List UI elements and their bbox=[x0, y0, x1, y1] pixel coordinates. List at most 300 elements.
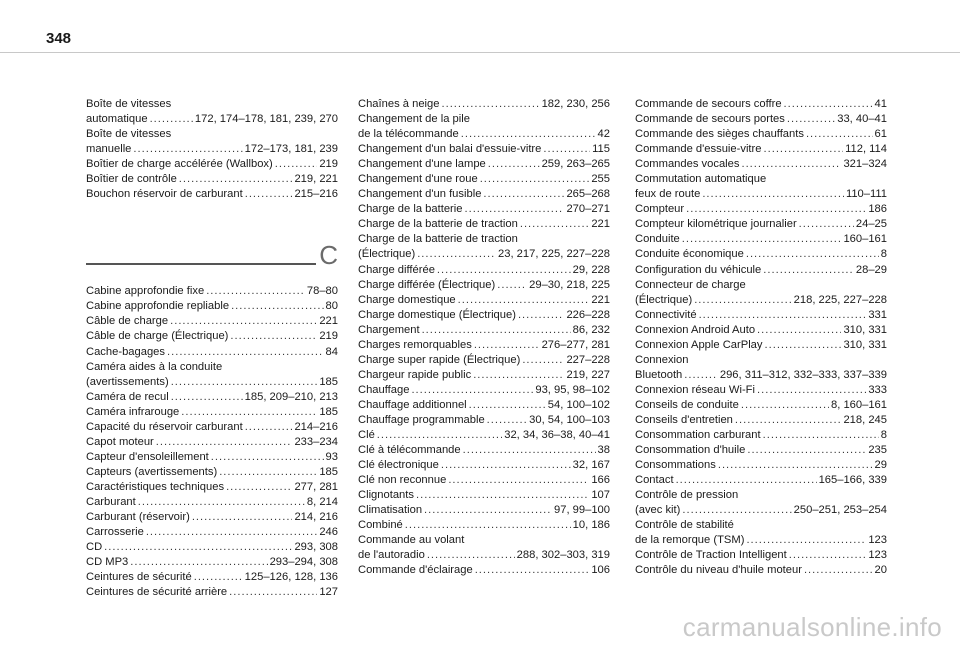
index-term: (Électrique) bbox=[358, 248, 416, 261]
dot-leader bbox=[448, 473, 589, 488]
index-pages: 221 bbox=[591, 218, 610, 231]
index-entry bbox=[358, 383, 610, 398]
index-entry bbox=[86, 375, 338, 390]
index-entry bbox=[358, 503, 610, 518]
index-pages: 293, 308 bbox=[294, 541, 338, 554]
dot-leader bbox=[497, 278, 527, 293]
index-entry bbox=[358, 398, 610, 413]
dot-leader bbox=[469, 398, 546, 413]
index-pages: 8, 160–161 bbox=[831, 398, 887, 411]
index-pages: 321–324 bbox=[843, 158, 887, 171]
index-pages: 172–173, 181, 239 bbox=[244, 143, 338, 156]
index-entry-heading: Charge de la batterie de traction bbox=[358, 233, 518, 246]
dot-leader bbox=[130, 555, 267, 570]
dot-leader bbox=[488, 157, 540, 172]
dot-leader bbox=[424, 503, 552, 518]
index-entry bbox=[635, 293, 887, 308]
index-entry bbox=[358, 278, 610, 293]
index-pages: 80 bbox=[325, 300, 338, 313]
index-term: Charge de la batterie de traction bbox=[358, 218, 518, 231]
index-entry bbox=[635, 458, 887, 473]
index-pages: 255 bbox=[591, 173, 610, 186]
index-term: Conseils de conduite bbox=[635, 398, 739, 411]
dot-leader bbox=[543, 142, 590, 157]
index-pages: 219 bbox=[319, 158, 338, 171]
index-entry bbox=[86, 435, 338, 450]
dot-leader bbox=[789, 548, 867, 563]
index-term: Climatisation bbox=[358, 504, 423, 517]
index-pages: 24–25 bbox=[855, 218, 887, 231]
dot-leader bbox=[746, 533, 866, 548]
dot-leader bbox=[757, 323, 841, 338]
dot-leader bbox=[765, 338, 842, 353]
index-entry bbox=[358, 338, 610, 353]
letter-divider bbox=[86, 263, 316, 265]
index-term: Capacité du réservoir carburant bbox=[86, 420, 243, 433]
dot-leader bbox=[676, 473, 817, 488]
index-term: Câble de charge bbox=[86, 315, 169, 328]
index-term: Consommation carburant bbox=[635, 429, 761, 442]
index-term: Boîtier de charge accélérée (Wallbox) bbox=[86, 158, 273, 171]
dot-leader bbox=[427, 548, 515, 563]
index-pages: 166 bbox=[591, 474, 610, 487]
index-pages: 33, 40–41 bbox=[837, 113, 887, 126]
index-pages: 32, 167 bbox=[572, 459, 610, 472]
dot-leader bbox=[746, 247, 879, 262]
index-entry bbox=[635, 187, 887, 202]
index-pages: 28–29 bbox=[855, 263, 887, 276]
index-entry bbox=[635, 443, 887, 458]
index-entry bbox=[86, 465, 338, 480]
index-entry bbox=[358, 308, 610, 323]
dot-leader bbox=[735, 413, 842, 428]
index-entry-heading: Contrôle de pression bbox=[635, 489, 739, 502]
index-entry bbox=[635, 413, 887, 428]
dot-leader bbox=[229, 585, 317, 600]
index-pages: 186 bbox=[868, 203, 887, 216]
index-term: de la remorque (TSM) bbox=[635, 534, 745, 547]
index-term: Câble de charge (Électrique) bbox=[86, 330, 229, 343]
index-pages: 218, 225, 227–228 bbox=[793, 293, 887, 306]
dot-leader bbox=[133, 142, 242, 157]
index-entry bbox=[86, 540, 338, 555]
index-entry bbox=[635, 368, 887, 383]
dot-leader bbox=[171, 375, 318, 390]
index-pages: 276–277, 281 bbox=[541, 338, 610, 351]
index-term: Chauffage programmable bbox=[358, 413, 485, 426]
index-pages: 160–161 bbox=[843, 233, 887, 246]
dot-leader bbox=[405, 518, 571, 533]
index-term: automatique bbox=[86, 113, 148, 126]
dot-leader bbox=[170, 314, 317, 329]
index-pages: 233–234 bbox=[294, 435, 338, 448]
index-term: Ceintures de sécurité arrière bbox=[86, 586, 228, 599]
dot-leader bbox=[804, 563, 873, 578]
dot-leader bbox=[181, 405, 317, 420]
index-entry bbox=[635, 473, 887, 488]
index-pages: 259, 263–265 bbox=[541, 158, 610, 171]
dot-leader bbox=[231, 299, 323, 314]
index-entry bbox=[635, 503, 887, 518]
index-entry bbox=[86, 405, 338, 420]
dot-leader bbox=[741, 398, 829, 413]
index-entry bbox=[635, 533, 887, 548]
index-pages: 185, 209–210, 213 bbox=[244, 390, 338, 403]
index-entry bbox=[358, 247, 610, 262]
index-entry bbox=[635, 247, 887, 262]
index-entry bbox=[358, 202, 610, 217]
index-term: Commande d'essuie-vitre bbox=[635, 143, 762, 156]
dot-leader bbox=[416, 488, 589, 503]
dot-leader bbox=[764, 142, 844, 157]
index-term: Charge domestique bbox=[358, 293, 456, 306]
index-entry bbox=[86, 495, 338, 510]
dot-leader bbox=[377, 428, 502, 443]
dot-leader bbox=[171, 390, 243, 405]
index-column-2 bbox=[358, 97, 610, 579]
index-pages: 38 bbox=[597, 444, 610, 457]
index-entry bbox=[358, 488, 610, 503]
index-group-c bbox=[86, 284, 338, 600]
index-term: (Électrique) bbox=[635, 293, 693, 306]
index-pages: 219, 221 bbox=[294, 173, 338, 186]
index-term: Ceintures de sécurité bbox=[86, 571, 192, 584]
index-term: Compteur bbox=[635, 203, 685, 216]
index-term: Caméra de recul bbox=[86, 390, 169, 403]
dot-leader bbox=[480, 172, 590, 187]
index-entry bbox=[635, 217, 887, 232]
index-term: Conseils d'entretien bbox=[635, 413, 733, 426]
index-column-3 bbox=[635, 97, 887, 579]
dot-leader bbox=[206, 284, 305, 299]
index-term: Configuration du véhicule bbox=[635, 263, 762, 276]
dot-leader bbox=[682, 232, 842, 247]
watermark: carmanualsonline.info bbox=[682, 612, 942, 642]
index-pages: 214–216 bbox=[294, 420, 338, 433]
index-term: Charge de la batterie bbox=[358, 203, 463, 216]
index-entry bbox=[86, 570, 338, 585]
index-pages: 125–126, 128, 136 bbox=[244, 571, 338, 584]
dot-leader bbox=[483, 187, 564, 202]
index-entry bbox=[86, 585, 338, 600]
index-entry-heading: Commutation automatique bbox=[635, 173, 767, 186]
dot-leader bbox=[518, 308, 564, 323]
index-entry bbox=[358, 518, 610, 533]
index-entry bbox=[635, 127, 887, 142]
index-entry bbox=[86, 329, 338, 344]
index-term: (avec kit) bbox=[635, 504, 681, 517]
index-pages: 333 bbox=[868, 383, 887, 396]
dot-leader bbox=[167, 345, 324, 360]
index-entry-heading: Changement de la pile bbox=[358, 113, 470, 126]
index-pages: 221 bbox=[591, 293, 610, 306]
index-term: Charges remorquables bbox=[358, 338, 472, 351]
index-term: Caméra infrarouge bbox=[86, 405, 180, 418]
dot-leader bbox=[686, 202, 866, 217]
dot-leader bbox=[520, 217, 589, 232]
index-pages: 246 bbox=[319, 526, 338, 539]
index-term: feux de route bbox=[635, 188, 701, 201]
index-pages: 310, 331 bbox=[843, 323, 887, 336]
index-pages: 218, 245 bbox=[843, 413, 887, 426]
index-term: Chauffage bbox=[358, 383, 410, 396]
index-pages: 182, 230, 256 bbox=[541, 98, 610, 110]
index-term: Commande d'éclairage bbox=[358, 564, 473, 577]
dot-leader bbox=[230, 329, 317, 344]
index-term: Changement d'une roue bbox=[358, 173, 478, 186]
dot-leader bbox=[194, 570, 243, 585]
index-pages: 32, 34, 36–38, 40–41 bbox=[504, 429, 610, 442]
index-term: Chargeur rapide public bbox=[358, 368, 472, 381]
dot-leader bbox=[104, 540, 292, 555]
dot-leader bbox=[226, 480, 292, 495]
dot-leader bbox=[473, 368, 564, 383]
index-term: Changement d'une lampe bbox=[358, 158, 486, 171]
index-entry-heading: Boîte de vitesses bbox=[86, 128, 172, 141]
index-entry bbox=[358, 458, 610, 473]
dot-leader bbox=[461, 127, 596, 142]
index-entry bbox=[635, 97, 887, 112]
index-term: Chargement bbox=[358, 323, 420, 336]
index-term: Consommations bbox=[635, 459, 716, 472]
index-term: Changement d'un fusible bbox=[358, 188, 482, 201]
index-pages: 30, 54, 100–103 bbox=[529, 413, 610, 426]
dot-leader bbox=[763, 263, 854, 278]
index-pages: 250–251, 253–254 bbox=[793, 504, 887, 517]
index-entry-heading: Contrôle de stabilité bbox=[635, 519, 734, 532]
index-term: Clignotants bbox=[358, 489, 414, 502]
index-term: Connexion réseau Wi-Fi bbox=[635, 383, 756, 396]
index-entry-heading: Connecteur de charge bbox=[635, 278, 746, 291]
index-term: Chaînes à neige bbox=[358, 98, 440, 110]
index-term: Commande de secours coffre bbox=[635, 98, 782, 110]
index-pages: 97, 99–100 bbox=[554, 504, 610, 517]
index-entry bbox=[86, 525, 338, 540]
index-entry bbox=[635, 232, 887, 247]
index-pages: 296, 311–312, 332–333, 337–339 bbox=[719, 368, 887, 381]
index-entry-heading: Caméra aides à la conduite bbox=[86, 360, 223, 373]
index-term: Carburant (réservoir) bbox=[86, 511, 190, 524]
dot-leader bbox=[475, 563, 590, 578]
index-term: Capot moteur bbox=[86, 435, 154, 448]
index-entry bbox=[358, 368, 610, 383]
index-term: Carburant bbox=[86, 495, 136, 508]
index-entry bbox=[358, 142, 610, 157]
dot-leader bbox=[156, 435, 293, 450]
index-pages: 185 bbox=[319, 375, 338, 388]
index-entry bbox=[86, 390, 338, 405]
index-pages: 106 bbox=[591, 564, 610, 577]
index-term: Combiné bbox=[358, 519, 403, 532]
index-term: Connexion Android Auto bbox=[635, 323, 756, 336]
index-pages: 112, 114 bbox=[845, 143, 887, 156]
index-pages: 41 bbox=[874, 98, 887, 110]
index-entry bbox=[358, 413, 610, 428]
dot-leader bbox=[219, 465, 317, 480]
index-column-1 bbox=[86, 97, 338, 600]
dot-leader bbox=[245, 420, 293, 435]
index-term: Caractéristiques techniques bbox=[86, 480, 225, 493]
index-term: Clé non reconnue bbox=[358, 474, 447, 487]
index-pages: 235 bbox=[868, 444, 887, 457]
index-term: Clé électronique bbox=[358, 459, 439, 472]
index-term: Connectivité bbox=[635, 308, 697, 321]
index-entry bbox=[635, 323, 887, 338]
index-pages: 165–166, 339 bbox=[818, 474, 887, 487]
dot-leader bbox=[684, 368, 718, 383]
index-term: Capteurs (avertissements) bbox=[86, 465, 218, 478]
dot-leader bbox=[784, 97, 873, 112]
index-term: manuelle bbox=[86, 143, 132, 156]
index-term: Compteur kilométrique journalier bbox=[635, 218, 797, 231]
dot-leader bbox=[787, 112, 835, 127]
index-term: Cache-bagages bbox=[86, 345, 165, 358]
index-entry bbox=[358, 353, 610, 368]
index-term: Cabine approfondie fixe bbox=[86, 285, 205, 298]
index-entry bbox=[358, 127, 610, 142]
dot-leader bbox=[411, 383, 533, 398]
index-term: Charge différée bbox=[358, 263, 435, 276]
index-pages: 219, 227 bbox=[566, 368, 610, 381]
index-pages: 227–228 bbox=[566, 353, 610, 366]
dot-leader bbox=[718, 458, 873, 473]
dot-leader bbox=[192, 510, 293, 525]
index-entry bbox=[635, 398, 887, 413]
index-entry bbox=[635, 142, 887, 157]
dot-leader bbox=[275, 157, 318, 172]
index-entry bbox=[635, 112, 887, 127]
index-pages: 293–294, 308 bbox=[269, 556, 338, 569]
dot-leader bbox=[699, 308, 867, 323]
index-pages: 123 bbox=[868, 534, 887, 547]
index-term: Commandes vocales bbox=[635, 158, 740, 171]
dot-leader bbox=[441, 97, 539, 112]
index-term: Clé à télécommande bbox=[358, 444, 461, 457]
index-pages: 20 bbox=[874, 564, 887, 577]
index-term: Boîtier de contrôle bbox=[86, 173, 177, 186]
index-pages: 215–216 bbox=[294, 188, 338, 201]
index-entry bbox=[358, 187, 610, 202]
index-term: de l'autoradio bbox=[358, 549, 425, 562]
index-pages: 107 bbox=[591, 489, 610, 502]
index-pages: 29 bbox=[874, 459, 887, 472]
index-term: Carrosserie bbox=[86, 526, 144, 539]
dot-leader bbox=[417, 247, 496, 262]
index-entry bbox=[86, 480, 338, 495]
index-pages: 310, 331 bbox=[843, 338, 887, 351]
dot-leader bbox=[441, 458, 571, 473]
index-entry bbox=[86, 555, 338, 570]
index-pages: 127 bbox=[319, 586, 338, 599]
index-pages: 123 bbox=[868, 549, 887, 562]
index-term: (avertissements) bbox=[86, 375, 169, 388]
dot-leader bbox=[437, 263, 571, 278]
index-entry bbox=[358, 548, 610, 563]
index-term: Contrôle de Traction Intelligent bbox=[635, 549, 787, 562]
index-group-b bbox=[86, 97, 338, 202]
dot-leader bbox=[487, 413, 527, 428]
index-term: Conduite économique bbox=[635, 248, 744, 261]
index-term: Capteur d'ensoleillement bbox=[86, 450, 209, 463]
index-term: Commande de secours portes bbox=[635, 113, 785, 126]
index-term: Charge super rapide (Électrique) bbox=[358, 353, 521, 366]
index-term: Charge domestique (Électrique) bbox=[358, 308, 516, 321]
dot-leader bbox=[474, 338, 540, 353]
index-pages: 226–228 bbox=[566, 308, 610, 321]
index-term: Consommation d'huile bbox=[635, 444, 746, 457]
dot-leader bbox=[763, 428, 879, 443]
index-entry bbox=[86, 314, 338, 329]
dot-leader bbox=[682, 503, 791, 518]
index-entry bbox=[358, 443, 610, 458]
index-pages: 277, 281 bbox=[294, 480, 338, 493]
index-entry bbox=[358, 473, 610, 488]
dot-leader bbox=[150, 112, 193, 127]
index-pages: 61 bbox=[874, 128, 887, 141]
index-pages: 115 bbox=[592, 143, 610, 156]
index-entry bbox=[86, 510, 338, 525]
index-entry bbox=[86, 284, 338, 299]
index-pages: 23, 217, 225, 227–228 bbox=[498, 248, 610, 261]
index-entry bbox=[635, 202, 887, 217]
index-pages: 288, 302–303, 319 bbox=[516, 549, 610, 562]
index-pages: 185 bbox=[319, 405, 338, 418]
index-pages: 270–271 bbox=[566, 203, 610, 216]
index-entry bbox=[358, 217, 610, 232]
index-pages: 110–111 bbox=[845, 188, 887, 201]
header-divider bbox=[0, 52, 960, 53]
index-term: CD MP3 bbox=[86, 556, 129, 569]
index-term: de la télécommande bbox=[358, 128, 459, 141]
index-term: Contact bbox=[635, 474, 674, 487]
dot-leader bbox=[245, 187, 293, 202]
dot-leader bbox=[522, 353, 564, 368]
index-entry bbox=[358, 172, 610, 187]
index-pages: 214, 216 bbox=[294, 511, 338, 524]
index-entry bbox=[86, 345, 338, 360]
dot-leader bbox=[211, 450, 324, 465]
index-term: Charge différée (Électrique) bbox=[358, 278, 496, 291]
index-pages: 221 bbox=[319, 315, 338, 328]
index-entry bbox=[86, 420, 338, 435]
index-entry bbox=[635, 383, 887, 398]
index-entry bbox=[358, 263, 610, 278]
index-pages: 42 bbox=[597, 128, 610, 141]
index-entry bbox=[358, 293, 610, 308]
index-term: Conduite bbox=[635, 233, 680, 246]
dot-leader bbox=[179, 172, 293, 187]
index-term: Connexion Apple CarPlay bbox=[635, 338, 763, 351]
index-pages: 265–268 bbox=[566, 188, 610, 201]
index-pages: 93 bbox=[325, 450, 338, 463]
index-pages: 8, 214 bbox=[306, 495, 338, 508]
index-pages: 54, 100–102 bbox=[547, 398, 610, 411]
page-number: 348 bbox=[46, 30, 72, 47]
index-pages: 29, 228 bbox=[572, 263, 610, 276]
index-pages: 172, 174–178, 181, 239, 270 bbox=[194, 113, 338, 126]
index-entry bbox=[635, 563, 887, 578]
dot-leader bbox=[458, 293, 590, 308]
dot-leader bbox=[138, 495, 305, 510]
index-entry bbox=[86, 187, 338, 202]
dot-leader bbox=[757, 383, 866, 398]
dot-leader bbox=[464, 202, 564, 217]
index-entry bbox=[635, 308, 887, 323]
index-term: Contrôle du niveau d'huile moteur bbox=[635, 564, 802, 577]
index-entry bbox=[86, 450, 338, 465]
letter-section-header bbox=[86, 228, 338, 284]
index-entry bbox=[635, 338, 887, 353]
